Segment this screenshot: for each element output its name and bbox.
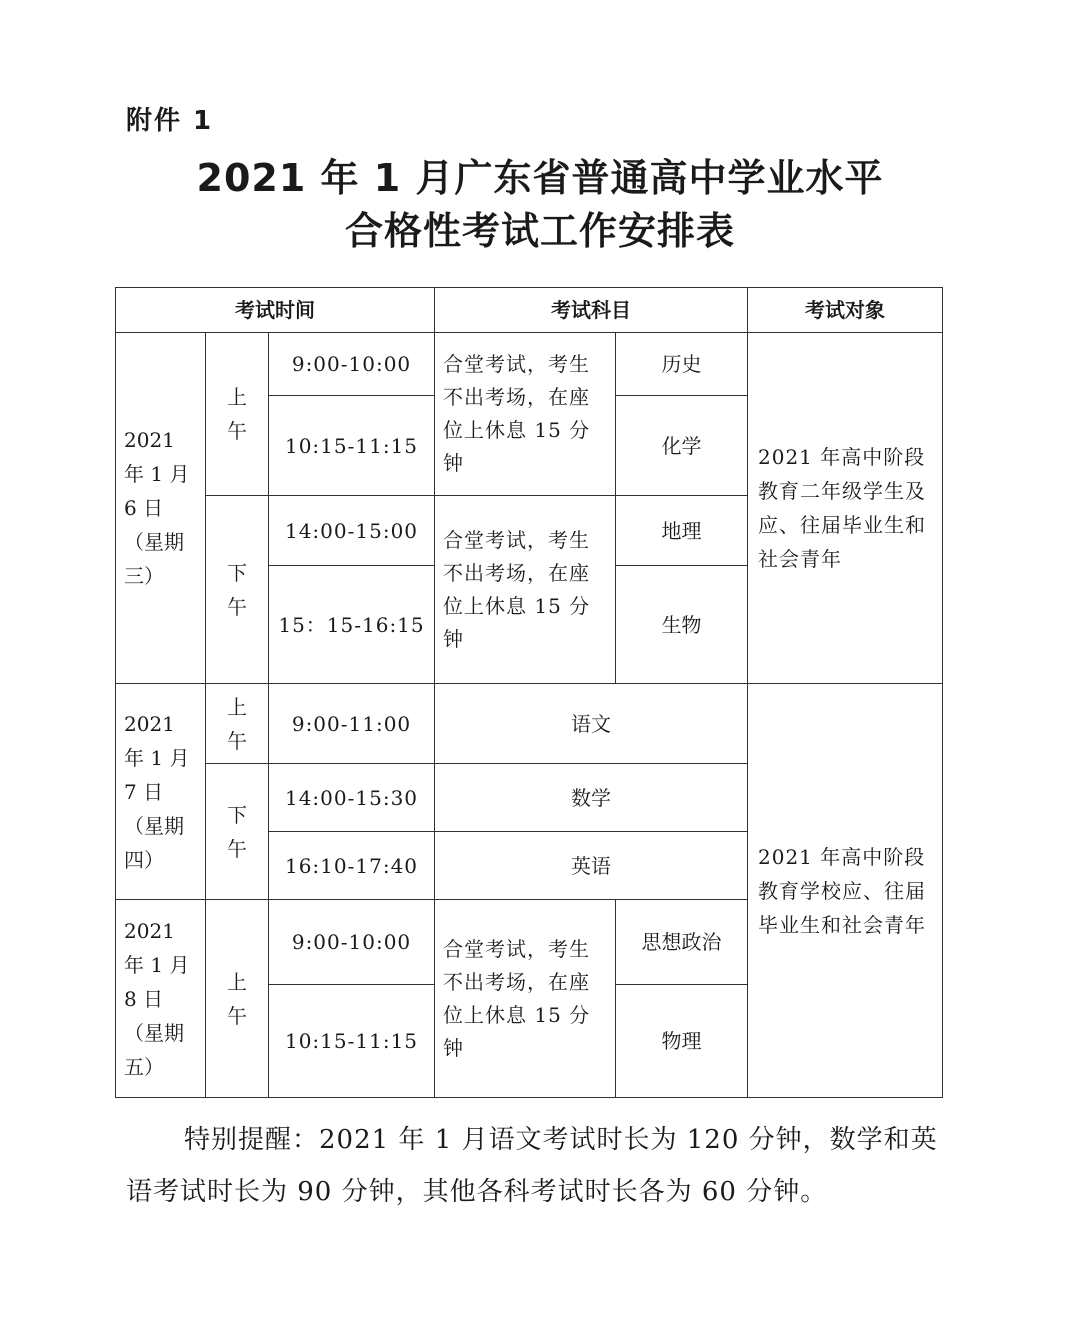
- subject-cell: 英语: [435, 832, 748, 900]
- exam-note-day3: 合堂考试，考生不出考场，在座位上休息 15 分钟: [435, 900, 616, 1098]
- exam-note-day1-morning: 合堂考试，考生不出考场，在座位上休息 15 分钟: [435, 333, 616, 496]
- subject-cell: 化学: [616, 396, 748, 496]
- time-slot: 9:00-10:00: [269, 900, 435, 985]
- subject-cell: 语文: [435, 684, 748, 764]
- period-afternoon-day2: 下 午: [206, 764, 269, 900]
- subject-cell: 思想政治: [616, 900, 748, 985]
- time-slot: 16:10-17:40: [269, 832, 435, 900]
- special-reminder: 特别提醒：2021 年 1 月语文考试时长为 120 分钟，数学和英语考试时长为 90 分钟，其他各科考试时长各为 60 分钟。: [126, 1125, 938, 1207]
- time-slot: 10:15-11:15: [269, 396, 435, 496]
- header-exam-target: 考试对象: [748, 288, 943, 333]
- exam-schedule-table: [115, 287, 943, 1098]
- time-slot: 10:15-11:15: [269, 985, 435, 1098]
- period-morning-day2: 上 午: [206, 684, 269, 764]
- table-row: [116, 333, 943, 396]
- time-slot: 9:00-10:00: [269, 333, 435, 396]
- exam-target-1: 2021 年高中阶段教育二年级学生及应、往届毕业生和社会青年: [748, 333, 943, 684]
- time-slot: 9:00-11:00: [269, 684, 435, 764]
- table-row: [116, 684, 943, 764]
- subject-cell: 数学: [435, 764, 748, 832]
- exam-date-day3: 2021 年 1 月 8 日 （星期 五）: [116, 900, 206, 1098]
- period-morning-day3: 上 午: [206, 900, 269, 1098]
- attachment-label: 附件 1: [126, 106, 214, 136]
- period-afternoon-day1: 下 午: [206, 496, 269, 684]
- exam-date-day2: 2021 年 1 月 7 日 （星期 四）: [116, 684, 206, 900]
- subject-cell: 生物: [616, 566, 748, 684]
- time-slot: 15：15-16:15: [269, 566, 435, 684]
- exam-note-day1-afternoon: 合堂考试，考生不出考场，在座位上休息 15 分钟: [435, 496, 616, 684]
- document-title-line1: 2021 年 1 月广东省普通高中学业水平: [196, 156, 884, 200]
- subject-cell: 物理: [616, 985, 748, 1098]
- subject-cell: 地理: [616, 496, 748, 566]
- header-exam-time: 考试时间: [116, 288, 435, 333]
- document-title-line2: 合格性考试工作安排表: [344, 209, 735, 253]
- exam-target-2: 2021 年高中阶段教育学校应、往届毕业生和社会青年: [748, 684, 943, 1098]
- period-morning-day1: 上 午: [206, 333, 269, 496]
- time-slot: 14:00-15:30: [269, 764, 435, 832]
- table-header-row: [116, 288, 943, 333]
- time-slot: 14:00-15:00: [269, 496, 435, 566]
- header-exam-subject: 考试科目: [435, 288, 748, 333]
- exam-date-day1: 2021 年 1 月 6 日 （星期 三）: [116, 333, 206, 684]
- subject-cell: 历史: [616, 333, 748, 396]
